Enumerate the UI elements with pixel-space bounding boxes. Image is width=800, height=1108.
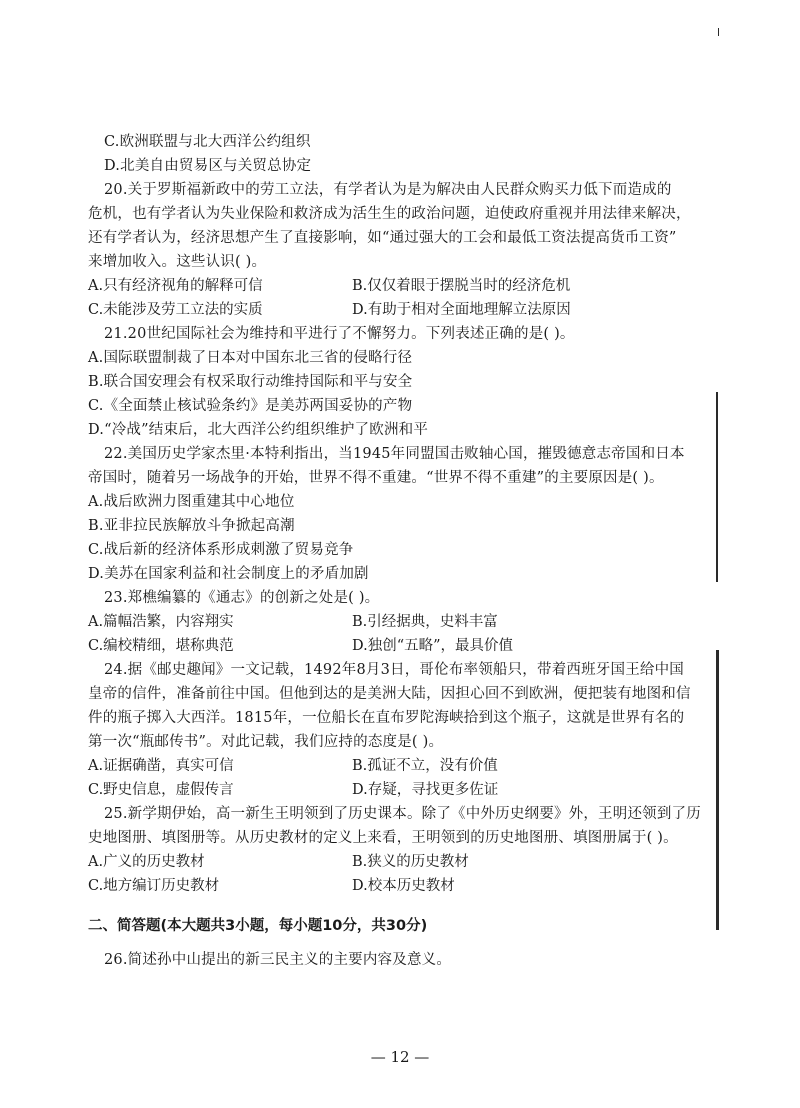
q24-stem-line-4: 第一次“瓶邮传书”。对此记载，我们应持的态度是( )。 <box>88 734 444 750</box>
q21-option-c: C.《全面禁止核试验条约》是美苏两国妥协的产物 <box>88 398 413 414</box>
q20-option-d: D.有助于相对全面地理解立法原因 <box>352 302 571 318</box>
q20-stem-line-2: 危机，也有学者认为失业保险和救济成为活生生的政治问题，迫使政府重视并用法律来解决， <box>88 206 691 222</box>
q23-option-b: B.引经据典，史料丰富 <box>352 614 498 630</box>
q22-option-a: A.战后欧洲力图重建其中心地位 <box>88 494 295 510</box>
q20-option-b: B.仅仅着眼于摆脱当时的经济危机 <box>352 278 571 294</box>
q21-option-b: B.联合国安理会有权采取行动维持国际和平与安全 <box>88 374 413 390</box>
q19-option-c: C.欧洲联盟与北大西洋公约组织 <box>104 134 311 150</box>
scan-mark-right-1 <box>716 392 718 582</box>
q22-option-c: C.战后新的经济体系形成刺激了贸易竞争 <box>88 542 354 558</box>
q24-option-a: A.证据确凿，真实可信 <box>88 758 234 774</box>
q21-stem: 21.20世纪国际社会为维持和平进行了不懈努力。下列表述正确的是( )。 <box>104 326 575 342</box>
q19-option-d: D.北美自由贸易区与关贸总协定 <box>104 158 312 174</box>
q23-stem: 23.郑樵编纂的《通志》的创新之处是( )。 <box>104 590 380 606</box>
q25-option-a: A.广义的历史教材 <box>88 854 205 870</box>
q21-option-a: A.国际联盟制裁了日本对中国东北三省的侵略行径 <box>88 350 413 366</box>
scan-mark-right-2 <box>716 650 719 930</box>
q20-option-c: C.未能涉及劳工立法的实质 <box>88 302 263 318</box>
q24-option-c: C.野史信息，虚假传言 <box>88 782 234 798</box>
q25-option-b: B.狭义的历史教材 <box>352 854 469 870</box>
q25-option-c: C.地方编订历史教材 <box>88 878 220 894</box>
q26-stem: 26.简述孙中山提出的新三民主义的主要内容及意义。 <box>104 952 452 968</box>
q22-stem-line-1: 22.美国历史学家杰里·本特利指出，当1945年同盟国击败轴心国，摧毁德意志帝国和日本 <box>104 446 685 462</box>
q24-option-b: B.孤证不立，没有价值 <box>352 758 498 774</box>
q23-option-d: D.独创“五略”，最具价值 <box>352 638 514 654</box>
q25-stem-line-1: 25.新学期伊始，高一新生王明领到了历史课本。除了《中外历史纲要》外，王明还领到了历 <box>104 806 701 822</box>
q20-option-a: A.只有经济视角的解释可信 <box>88 278 263 294</box>
q20-stem-line-1: 20.关于罗斯福新政中的劳工立法，有学者认为是为解决由人民群众购买力低下而造成的 <box>104 182 672 198</box>
section-2-title: 二、简答题(本大题共3小题，每小题10分，共30分) <box>88 918 428 934</box>
q22-option-d: D.美苏在国家利益和社会制度上的矛盾加剧 <box>88 566 369 582</box>
q23-option-a: A.篇幅浩繁，内容翔实 <box>88 614 234 630</box>
q23-option-c: C.编校精细，堪称典范 <box>88 638 234 654</box>
q24-stem-line-1: 24.据《邮史趣闻》一文记载，1492年8月3日，哥伦布率领船只，带着西班牙国王给中国 <box>104 662 685 678</box>
q25-option-d: D.校本历史教材 <box>352 878 455 894</box>
q22-option-b: B.亚非拉民族解放斗争掀起高潮 <box>88 518 295 534</box>
scan-mark-top <box>718 28 719 36</box>
q24-stem-line-2: 皇帝的信件，准备前往中国。但他到达的是美洲大陆，因担心回不到欧洲，便把装有地图和信 <box>88 686 691 702</box>
q24-option-d: D.存疑，寻找更多佐证 <box>352 782 499 798</box>
q20-stem-line-4: 来增加收入。这些认识( )。 <box>88 254 267 270</box>
q22-stem-line-2: 帝国时，随着另一场战争的开始，世界不得不重建。“世界不得不重建”的主要原因是( )。 <box>88 470 664 486</box>
q25-stem-line-2: 史地图册、填图册等。从历史教材的定义上来看，王明领到的历史地图册、填图册属于( )。 <box>88 830 678 846</box>
q20-stem-line-3: 还有学者认为，经济思想产生了直接影响，如“通过强大的工会和最低工资法提高货币工资” <box>88 230 677 246</box>
page-number: — 12 — <box>370 1048 430 1066</box>
q21-option-d: D.“冷战”结束后，北大西洋公约组织维护了欧洲和平 <box>88 422 429 438</box>
q24-stem-line-3: 件的瓶子掷入大西洋。1815年，一位船长在直布罗陀海峡拾到这个瓶子，这就是世界有名的 <box>88 710 685 726</box>
